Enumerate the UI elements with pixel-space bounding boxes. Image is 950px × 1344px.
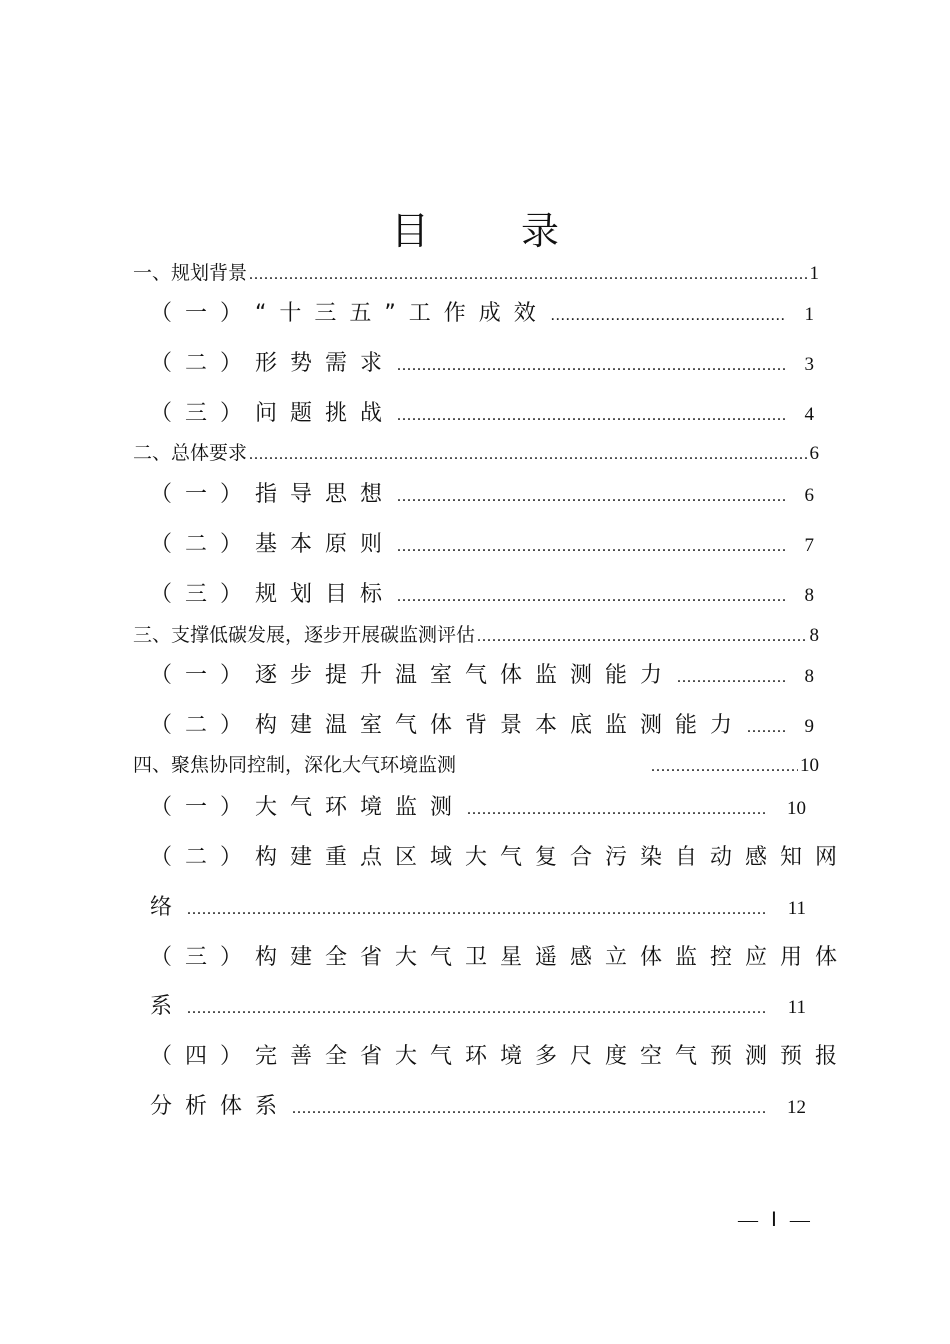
toc-page-number: 10 [800,755,819,776]
toc-page-number: 10 [787,798,806,819]
toc-entry-label: 二、总体要求 [133,442,248,464]
toc-entry-label: 三、支撑低碳发展，逐步开展碳监测评估 [133,624,476,646]
toc-leader-dots [249,266,807,284]
toc-page-number: 8 [809,625,819,646]
toc-entry-label: （三）规划目标 [150,582,396,607]
toc-entry-label: （一）逐步提升温室气体监测能力 [150,663,676,688]
toc-leader-dots [397,357,784,375]
toc-leader-dots [397,538,784,556]
toc-entry-label: （三）问题挑战 [150,401,396,426]
toc-leader-dots [292,1100,767,1118]
toc-page-number: 11 [787,898,806,919]
toc-leader-dots [747,719,784,737]
toc-entry-label: （二）形势需求 [150,351,396,376]
toc-entry-label: （一）“十三五”工作成效 [150,301,549,326]
toc-entry-label: 一、规划背景 [133,262,248,284]
toc-leader-dots [397,488,784,506]
toc-entry-section-1-2[interactable] [150,346,814,377]
toc-entry-section-3-2[interactable] [150,708,814,739]
toc-entry-section-4-2-line1[interactable]: （二）构建重点区域大气复合污染自动感知网 [150,845,851,870]
toc-page-number: 12 [787,1097,806,1118]
toc-page-number: 8 [804,585,814,606]
toc-leader-dots [477,628,807,646]
toc-leader-dots [651,758,798,776]
toc-page-number: 7 [804,535,814,556]
toc-entry-section-3[interactable] [133,620,819,647]
toc-entry-section-1[interactable] [133,258,819,285]
toc-entry-section-4-4-line1[interactable]: （四）完善全省大气环境多尺度空气预测预报 [150,1044,851,1069]
toc-entry-section-4-3-line1[interactable]: （三）构建全省大气卫星遥感立体监控应用体 [150,945,851,970]
toc-entry-section-2-1[interactable] [150,477,814,508]
toc-entry-section-1-1[interactable] [150,296,814,327]
toc-entry-section-1-3[interactable] [150,396,814,427]
toc-entry-label: （一）指导思想 [150,482,396,507]
toc-entry-label: （二）基本原则 [150,532,396,557]
toc-leader-dots [249,446,807,464]
page-number-footer: — Ⅰ — [738,1209,814,1231]
toc-entry-section-4-4-line2[interactable] [150,1089,806,1120]
toc-page-number: 6 [804,485,814,506]
toc-page-number: 1 [809,263,819,284]
toc-entry-section-3-1[interactable] [150,658,814,689]
toc-page-number: 3 [804,354,814,375]
toc-leader-dots [551,307,785,325]
toc-page-number: 1 [804,304,814,325]
toc-leader-dots [677,669,784,687]
toc-entry-label: 系 [150,994,186,1019]
toc-leader-dots [397,407,784,425]
toc-entry-section-2-2[interactable] [150,527,814,558]
toc-page-number: 6 [809,443,819,464]
toc-entry-label: 分析体系 [150,1094,291,1119]
toc-entry-section-2-3[interactable] [150,577,814,608]
toc-entry-section-4-2-line2[interactable] [150,890,806,921]
toc-entry-section-4-3-line2[interactable] [150,989,806,1020]
toc-leader-dots [467,801,767,819]
toc-leader-dots [187,1000,768,1018]
toc-entry-label: 四、聚焦协同控制，深化大气环境监测 [133,754,457,776]
toc-entry-label: 络 [150,895,186,920]
toc-leader-dots [397,588,784,606]
toc-entry-label: （二）构建温室气体背景本底监测能力 [150,713,746,738]
toc-entry-section-2[interactable] [133,438,819,465]
page-title: 目 录 [390,209,600,253]
toc-page-number: 4 [804,404,814,425]
toc-page-number: 9 [804,716,814,737]
toc-entry-section-4-1[interactable] [150,790,806,821]
toc-page-number: 8 [804,666,814,687]
toc-entry-label: （一）大气环境监测 [150,795,466,820]
toc-leader-dots [187,901,768,919]
toc-entry-section-4[interactable] [133,750,819,777]
toc-page-number: 11 [787,997,806,1018]
